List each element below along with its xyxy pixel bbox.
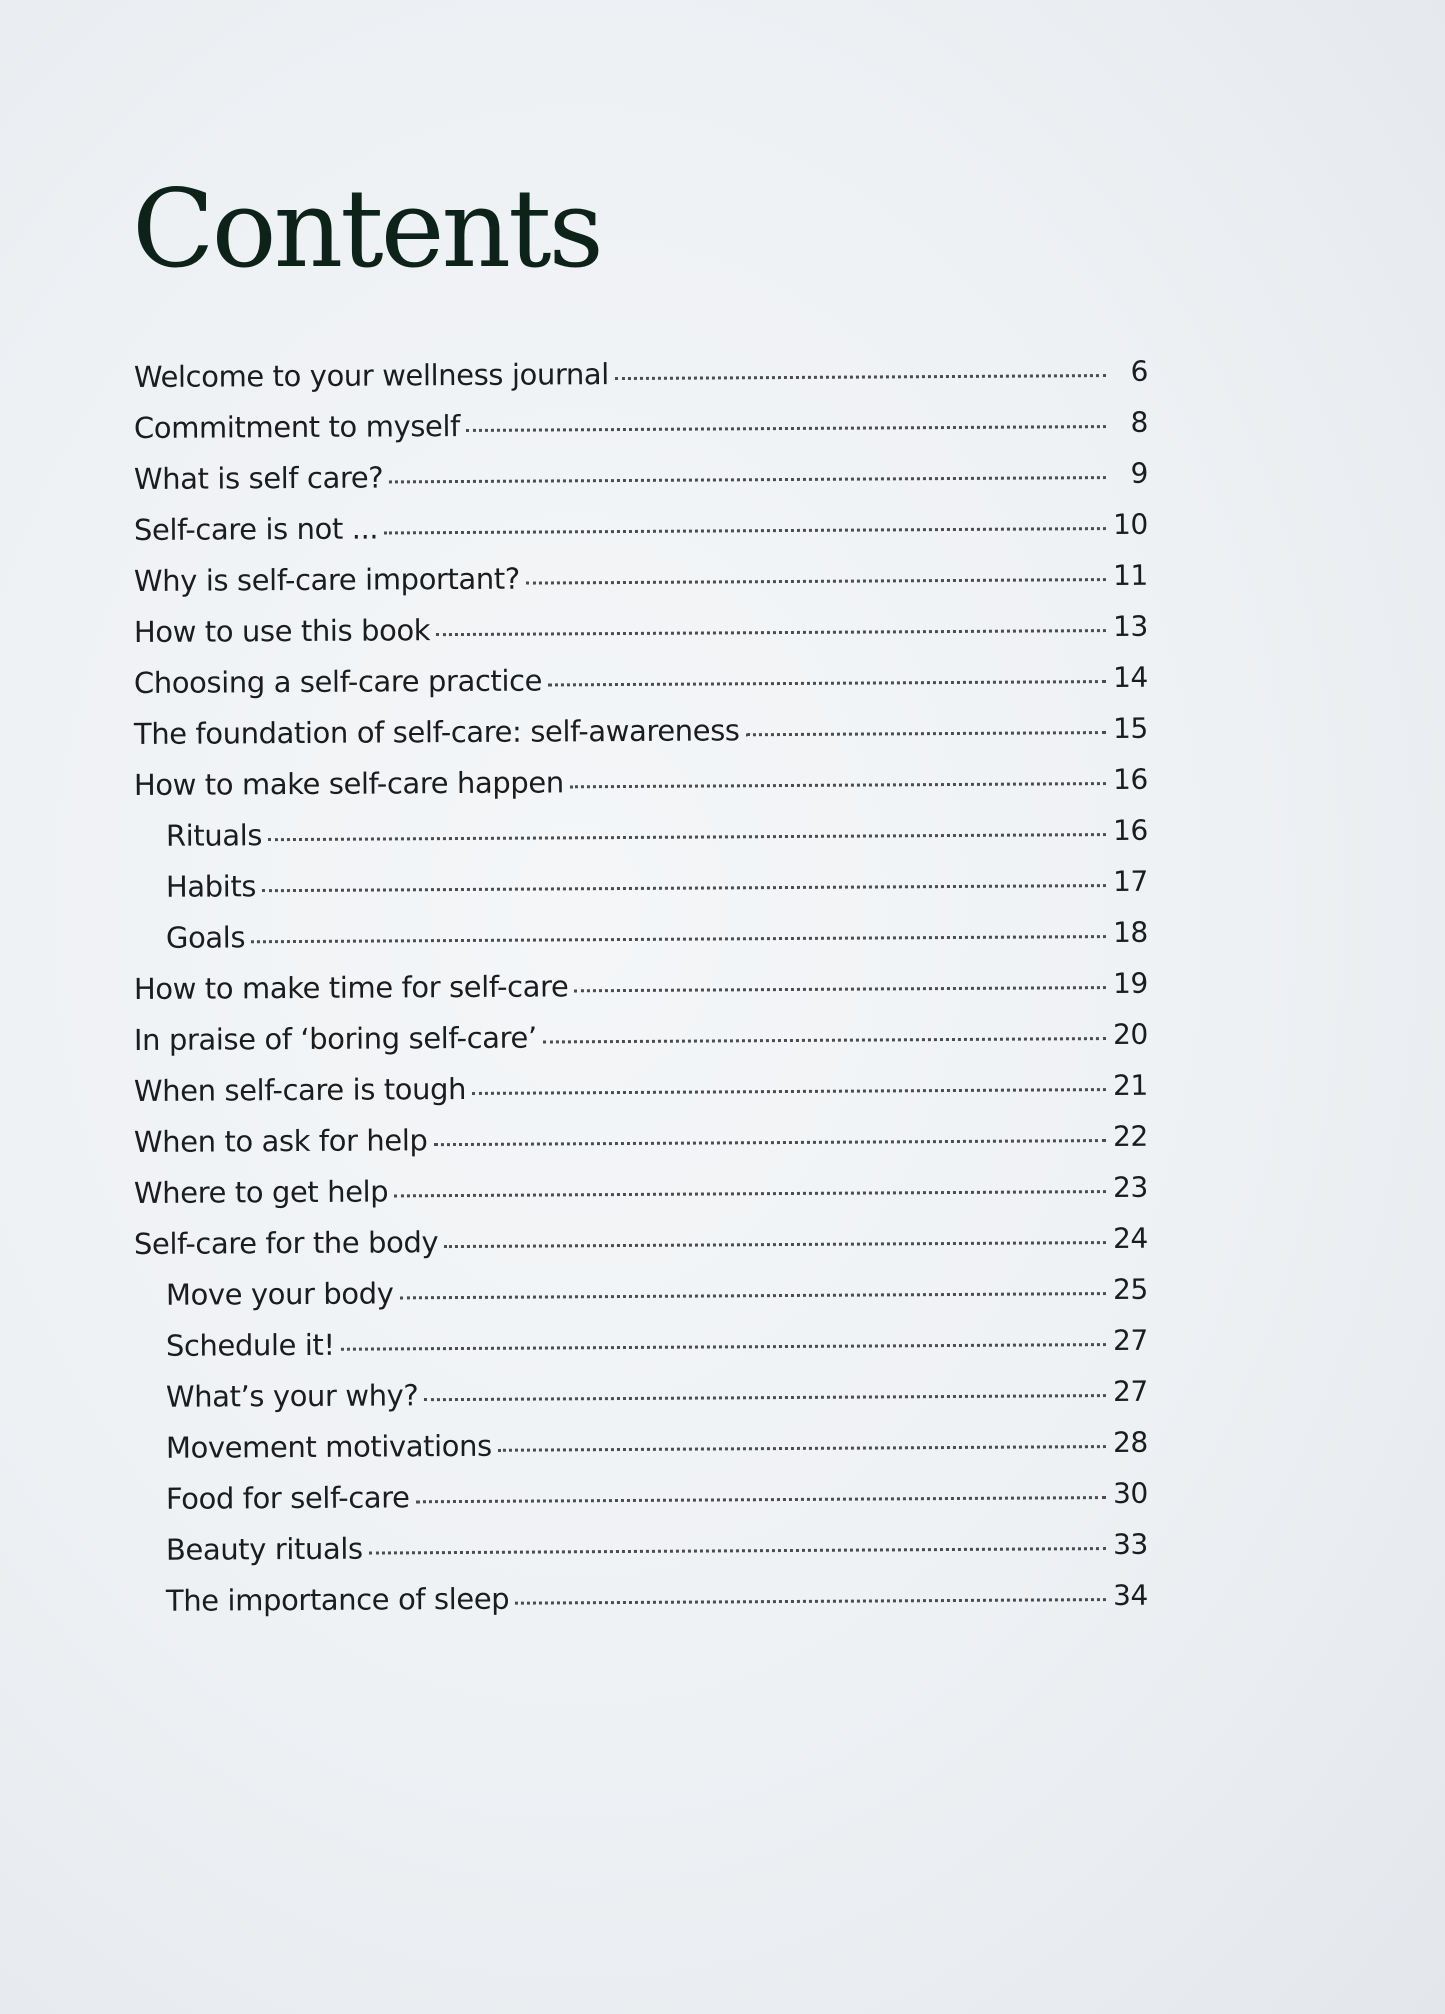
toc-entry-page: 10 (1112, 507, 1149, 542)
dot-leader (341, 1343, 1106, 1351)
toc-entry-page: 16 (1112, 762, 1149, 797)
dot-leader (574, 986, 1106, 992)
toc-entry-page: 33 (1112, 1527, 1149, 1562)
dot-leader (466, 425, 1106, 432)
toc-entry[interactable] (134, 1170, 1148, 1227)
toc-entry[interactable] (134, 456, 1148, 513)
toc-entry-label: Self-care for the body (133, 1225, 439, 1261)
toc-subentry[interactable] (134, 1527, 1148, 1584)
toc-entry[interactable] (134, 558, 1148, 615)
toc-entry-page: 27 (1112, 1374, 1149, 1409)
dot-leader (548, 680, 1106, 686)
toc-entry[interactable] (134, 354, 1148, 411)
toc-entry[interactable] (134, 660, 1148, 717)
toc-entry-page: 8 (1130, 405, 1149, 439)
toc-entry-label: In praise of ‘boring self-care’ (133, 1020, 537, 1057)
toc-entry-label: Rituals (165, 818, 263, 853)
toc-entry[interactable] (134, 966, 1148, 1023)
toc-subentry[interactable] (134, 1323, 1148, 1380)
toc-entry-label: How to make self-care happen (133, 765, 564, 802)
dot-leader (444, 1241, 1106, 1248)
toc-entry-page: 30 (1112, 1476, 1149, 1511)
toc-entry-label: Welcome to your wellness journal (133, 357, 610, 394)
toc-entry-label: The foundation of self-care: self-awareness (133, 713, 740, 751)
dot-leader (526, 578, 1106, 585)
toc-entry-page: 11 (1112, 558, 1149, 593)
dot-leader (251, 935, 1106, 943)
toc-entry-label: When self-care is tough (133, 1071, 467, 1108)
dot-leader (394, 1190, 1106, 1197)
toc-entry-page: 21 (1112, 1068, 1149, 1103)
toc-entry-page: 24 (1112, 1221, 1149, 1256)
toc-subentry[interactable] (134, 864, 1148, 921)
toc-entry-page: 9 (1130, 456, 1149, 490)
dot-leader (389, 476, 1106, 483)
toc-entry-label: Why is self-care important? (133, 561, 520, 598)
toc-entry-label: Beauty rituals (165, 1531, 363, 1567)
dot-leader (615, 374, 1106, 380)
toc-entry-page: 13 (1112, 609, 1149, 644)
toc-entry-label: Choosing a self-care practice (133, 663, 543, 700)
toc-entry[interactable] (134, 1017, 1148, 1074)
table-of-contents (133, 354, 1149, 1635)
toc-entry[interactable] (134, 405, 1148, 462)
toc-entry-label: Goals (165, 920, 246, 955)
toc-entry-label: What is self care? (133, 460, 384, 496)
toc-entry[interactable] (134, 1221, 1148, 1278)
toc-subentry[interactable] (134, 1476, 1148, 1533)
dot-leader (498, 1445, 1106, 1452)
toc-entry-label: Self-care is not ... (133, 511, 379, 547)
toc-entry[interactable] (134, 609, 1148, 666)
toc-entry-page: 19 (1112, 966, 1149, 1001)
dot-leader (268, 833, 1106, 841)
toc-entry-label: Habits (165, 869, 257, 904)
dot-leader (416, 1496, 1106, 1503)
toc-entry-label: Move your body (165, 1276, 394, 1312)
toc-entry-label: Where to get help (133, 1174, 389, 1210)
dot-leader (433, 1139, 1106, 1146)
toc-entry-page: 6 (1130, 354, 1149, 388)
toc-subentry[interactable] (134, 1374, 1148, 1431)
toc-entry-page: 27 (1112, 1323, 1149, 1358)
toc-entry-page: 23 (1112, 1170, 1149, 1205)
toc-entry-label: How to make time for self-care (133, 969, 569, 1006)
toc-entry-label: Movement motivations (165, 1428, 492, 1465)
dot-leader (262, 884, 1106, 892)
toc-subentry[interactable] (134, 1425, 1148, 1482)
dot-leader (515, 1598, 1106, 1605)
toc-subentry[interactable] (134, 813, 1148, 870)
toc-entry-label: Commitment to myself (133, 409, 460, 445)
dot-leader (400, 1292, 1106, 1299)
toc-entry-label: Food for self-care (165, 1480, 410, 1516)
toc-entry-page: 14 (1112, 660, 1149, 695)
dot-leader (384, 527, 1106, 534)
page-title: Contents (132, 167, 601, 292)
toc-entry-page: 15 (1112, 711, 1149, 746)
toc-entry-page: 25 (1112, 1272, 1149, 1307)
dot-leader (472, 1088, 1106, 1095)
toc-subentry[interactable] (134, 915, 1148, 972)
toc-entry-label: What’s your why? (165, 1378, 419, 1414)
toc-entry[interactable] (134, 1068, 1148, 1125)
toc-entry-page: 22 (1112, 1119, 1149, 1154)
toc-entry-page: 34 (1112, 1578, 1149, 1613)
toc-entry-page: 16 (1112, 813, 1149, 848)
dot-leader (543, 1037, 1106, 1043)
toc-entry-page: 18 (1112, 915, 1149, 950)
toc-subentry[interactable] (134, 1578, 1148, 1635)
toc-entry-label: The importance of sleep (165, 1581, 510, 1618)
toc-entry-page: 20 (1112, 1017, 1149, 1052)
toc-entry[interactable] (134, 762, 1148, 819)
toc-entry-label: How to use this book (133, 613, 431, 649)
toc-entry[interactable] (134, 1119, 1148, 1176)
toc-entry[interactable] (134, 711, 1148, 768)
dot-leader (746, 731, 1106, 736)
dot-leader (369, 1547, 1106, 1555)
toc-entry-label: When to ask for help (133, 1123, 428, 1159)
toc-entry-page: 17 (1112, 864, 1149, 899)
dot-leader (570, 782, 1106, 788)
dot-leader (436, 629, 1106, 636)
toc-entry[interactable] (134, 507, 1148, 564)
toc-entry-label: Schedule it! (165, 1327, 335, 1363)
dot-leader (424, 1394, 1106, 1401)
toc-entry-page: 28 (1112, 1425, 1149, 1460)
toc-subentry[interactable] (134, 1272, 1148, 1329)
